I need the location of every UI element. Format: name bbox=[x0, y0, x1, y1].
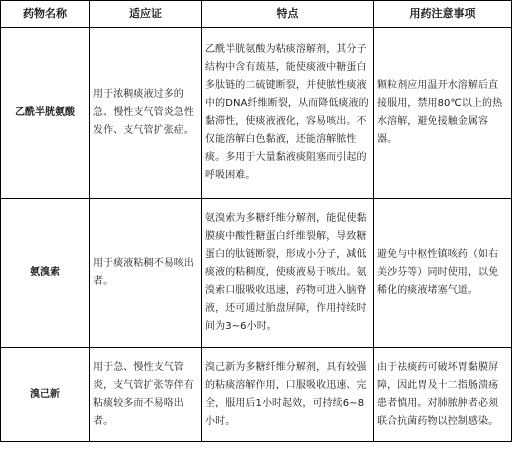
header-drug-name: 药物名称 bbox=[1, 1, 90, 28]
drug-name-cell: 氨溴索 bbox=[1, 199, 90, 348]
notes-cell: 由于祛痰药可破坏胃黏膜屏障，因此胃及十二指肠溃疡患者慎用。对肺脓肿者必须联合抗菌药物以控制感染。 bbox=[374, 348, 512, 442]
drug-name-cell: 溴己新 bbox=[1, 348, 90, 442]
drug-name-cell: 乙酰半胱氨酸 bbox=[1, 28, 90, 199]
features-cell: 乙酰半胱氨酸为粘痰溶解剂，其分子结构中含有巯基，能使痰液中糖蛋白多肽链的二硫键断裂，并使脓性痰液中的DNA纤维断裂，从而降低痰液的黏滞性，使痰液液化，容易咳出。不仅能溶解白色黏液，还能溶解脓性痰。多用于大量黏液痰阻塞而引起的呼吸困难。 bbox=[202, 28, 374, 199]
header-features: 特点 bbox=[202, 1, 374, 28]
notes-cell: 颗粒剂应用温开水溶解后直接服用，禁用80℃以上的热水溶解，避免接触金属容器。 bbox=[374, 28, 512, 199]
features-cell: 氨溴索为多糖纤维分解剂，能促使黏膜痰中酸性糖蛋白纤维裂解，导致糖蛋白的肽链断裂，形成小分子，减低痰液的粘稠度，使痰液易于咳出。氨溴索口服吸收迅速，药物可进入脑脊液，还可通过胎盘屏障，作用持续时间为3~6小时。 bbox=[202, 199, 374, 348]
table-row bbox=[1, 348, 512, 442]
header-indication: 适应证 bbox=[90, 1, 202, 28]
indication-cell: 用于痰液粘稠不易咳出者。 bbox=[90, 199, 202, 348]
indication-cell: 用于急、慢性支气管炎，支气管扩张等伴有粘痰较多而不易咯出者。 bbox=[90, 348, 202, 442]
notes-cell: 避免与中枢性镇咳药（如右美沙芬等）同时使用，以免稀化的痰液堵塞气道。 bbox=[374, 199, 512, 348]
indication-cell: 用于浓稠痰液过多的急、慢性支气管炎急性发作、支气管扩张症。 bbox=[90, 28, 202, 199]
table-header-row bbox=[1, 1, 512, 28]
header-notes: 用药注意事项 bbox=[374, 1, 512, 28]
table-row bbox=[1, 28, 512, 199]
table-row bbox=[1, 199, 512, 348]
features-cell: 溴己新为多糖纤维分解剂，具有较强的粘痰溶解作用，口服吸收迅速、完全，服用后1小时起效，可持续6~8小时。 bbox=[202, 348, 374, 442]
